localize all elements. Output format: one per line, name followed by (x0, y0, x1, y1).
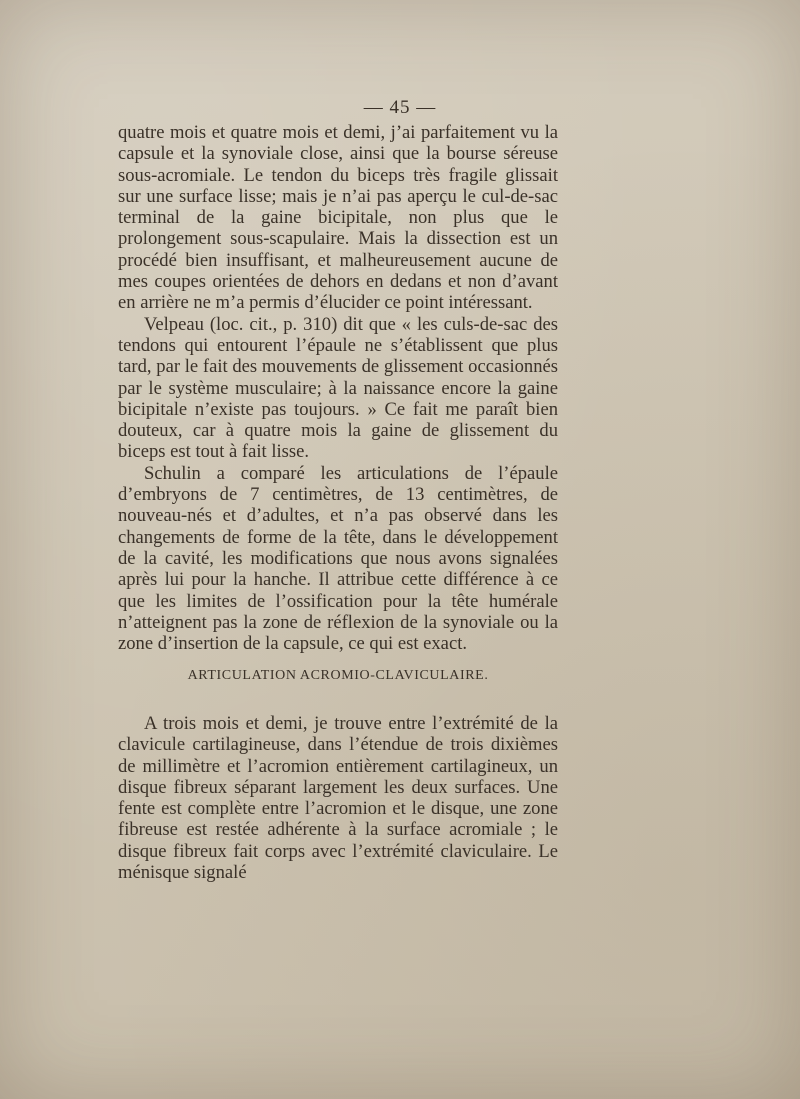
section-heading: ARTICULATION ACROMIO-CLAVICULAIRE. (187, 668, 489, 683)
paragraph-3: Schulin a comparé les articulations de l’épaule d’embryons de 7 centimètres, de 13 centimètres, de nouveau-nés et d’adultes, et n’a pas observé dans les changements de forme de la tête, dans le développement de la cavité, les modifications que nous avons signalées après lui pour la hanche. Il attribue cette différence à ce que les limites de l’ossification pour la tête humérale n’atteignent pas la zone de réflexion de la synoviale ou la zone d’insertion de la capsule, ce qui est exact. (118, 462, 558, 655)
body-text-bottom (118, 713, 558, 883)
paragraph-2: Velpeau (loc. cit., p. 310) dit que « les culs-de-sac des tendons qui entourent l’épaule ne s’établissent que plus tard, par le fait des mouvements de glissement occasionnés par le système musculaire; à la naissance encore la gaine bicipitale n’existe pas toujours. » Ce fait me paraît bien douteux, car à quatre mois la gaine de glissement du biceps est tout à fait lisse. (118, 313, 558, 463)
body-text-top (118, 122, 558, 654)
page-number: — 45 — (363, 97, 437, 118)
paragraph-1: quatre mois et quatre mois et demi, j’ai parfaitement vu la capsule et la synoviale close, ainsi que la bourse séreuse sous-acromiale. Le tendon du biceps très fragile glissait sur une surface lisse; mais je n’ai pas aperçu le cul-de-sac terminal de la gaine bicipitale, non plus que le prolongement sous-scapulaire. Mais la dissection est un procédé bien insuffisant, et malheureusement aucune de mes coupes orientées de dehors en dedans et non d’avant en arrière ne m’a permis d’élucider ce point intéressant. (118, 122, 558, 314)
paragraph-4: A trois mois et demi, je trouve entre l’extrémité de la clavicule cartilagineuse, dans l’étendue de trois dixièmes de millimètre et l’acromion entièrement cartilagineux, un disque fibreux séparant largement les deux surfaces. Une fente est complète entre l’acromion et le disque, une zone fibreuse est restée adhérente à la surface acromiale ; le disque fibreux fait corps avec l’extrémité claviculaire. Le ménisque signalé (118, 713, 558, 884)
